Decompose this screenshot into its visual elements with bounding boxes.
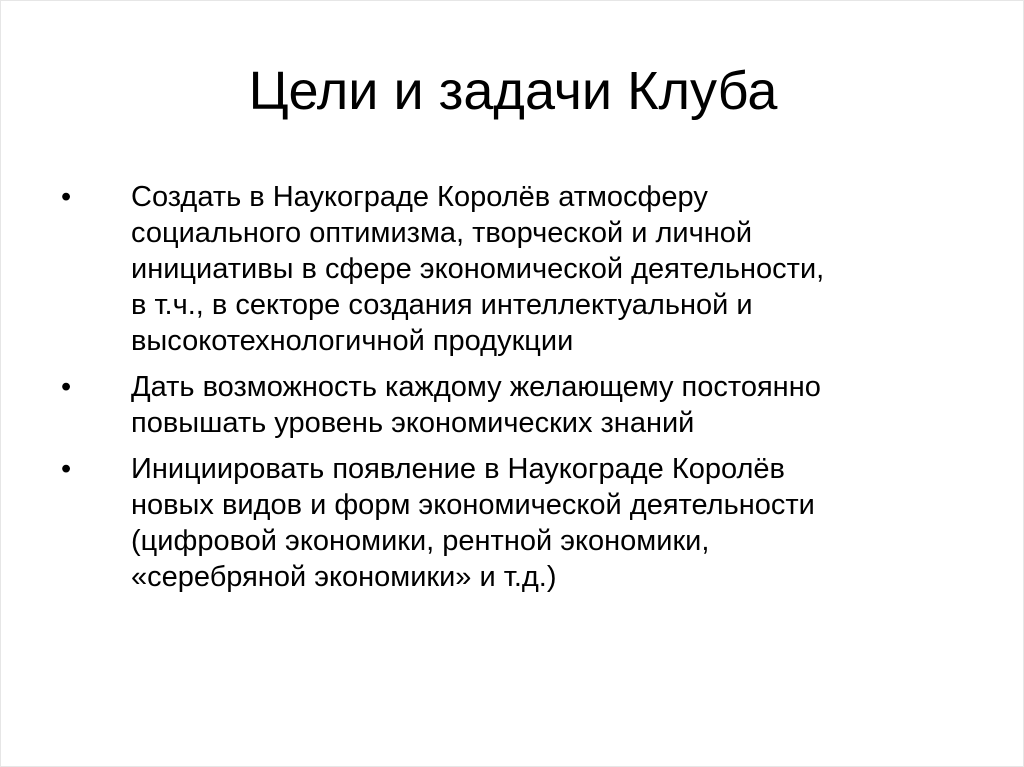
list-item [61, 369, 961, 441]
list-item [61, 451, 961, 595]
list-item-text: Инициировать появление в Наукограде Королёв новых видов и форм экономической деятельности (цифровой экономики, рентной экономики, «серебряной экономики» и т.д.) [131, 453, 815, 593]
list-item-text: Дать возможность каждому желающему постоянно повышать уровень экономических знаний [131, 371, 821, 439]
bullet-icon: • [61, 453, 72, 485]
bullet-list [61, 179, 961, 605]
bullet-icon: • [61, 181, 72, 213]
slide-title: Цели и задачи Клуба [248, 61, 778, 121]
list-item [61, 179, 961, 359]
list-item-text: Создать в Наукограде Королёв атмосферу социального оптимизма, творческой и личной инициативы в сфере экономической деятельности, в т.ч., в секторе создания интеллектуальной и высокотехнологичной продукции [131, 181, 825, 357]
bullet-icon: • [61, 371, 72, 403]
